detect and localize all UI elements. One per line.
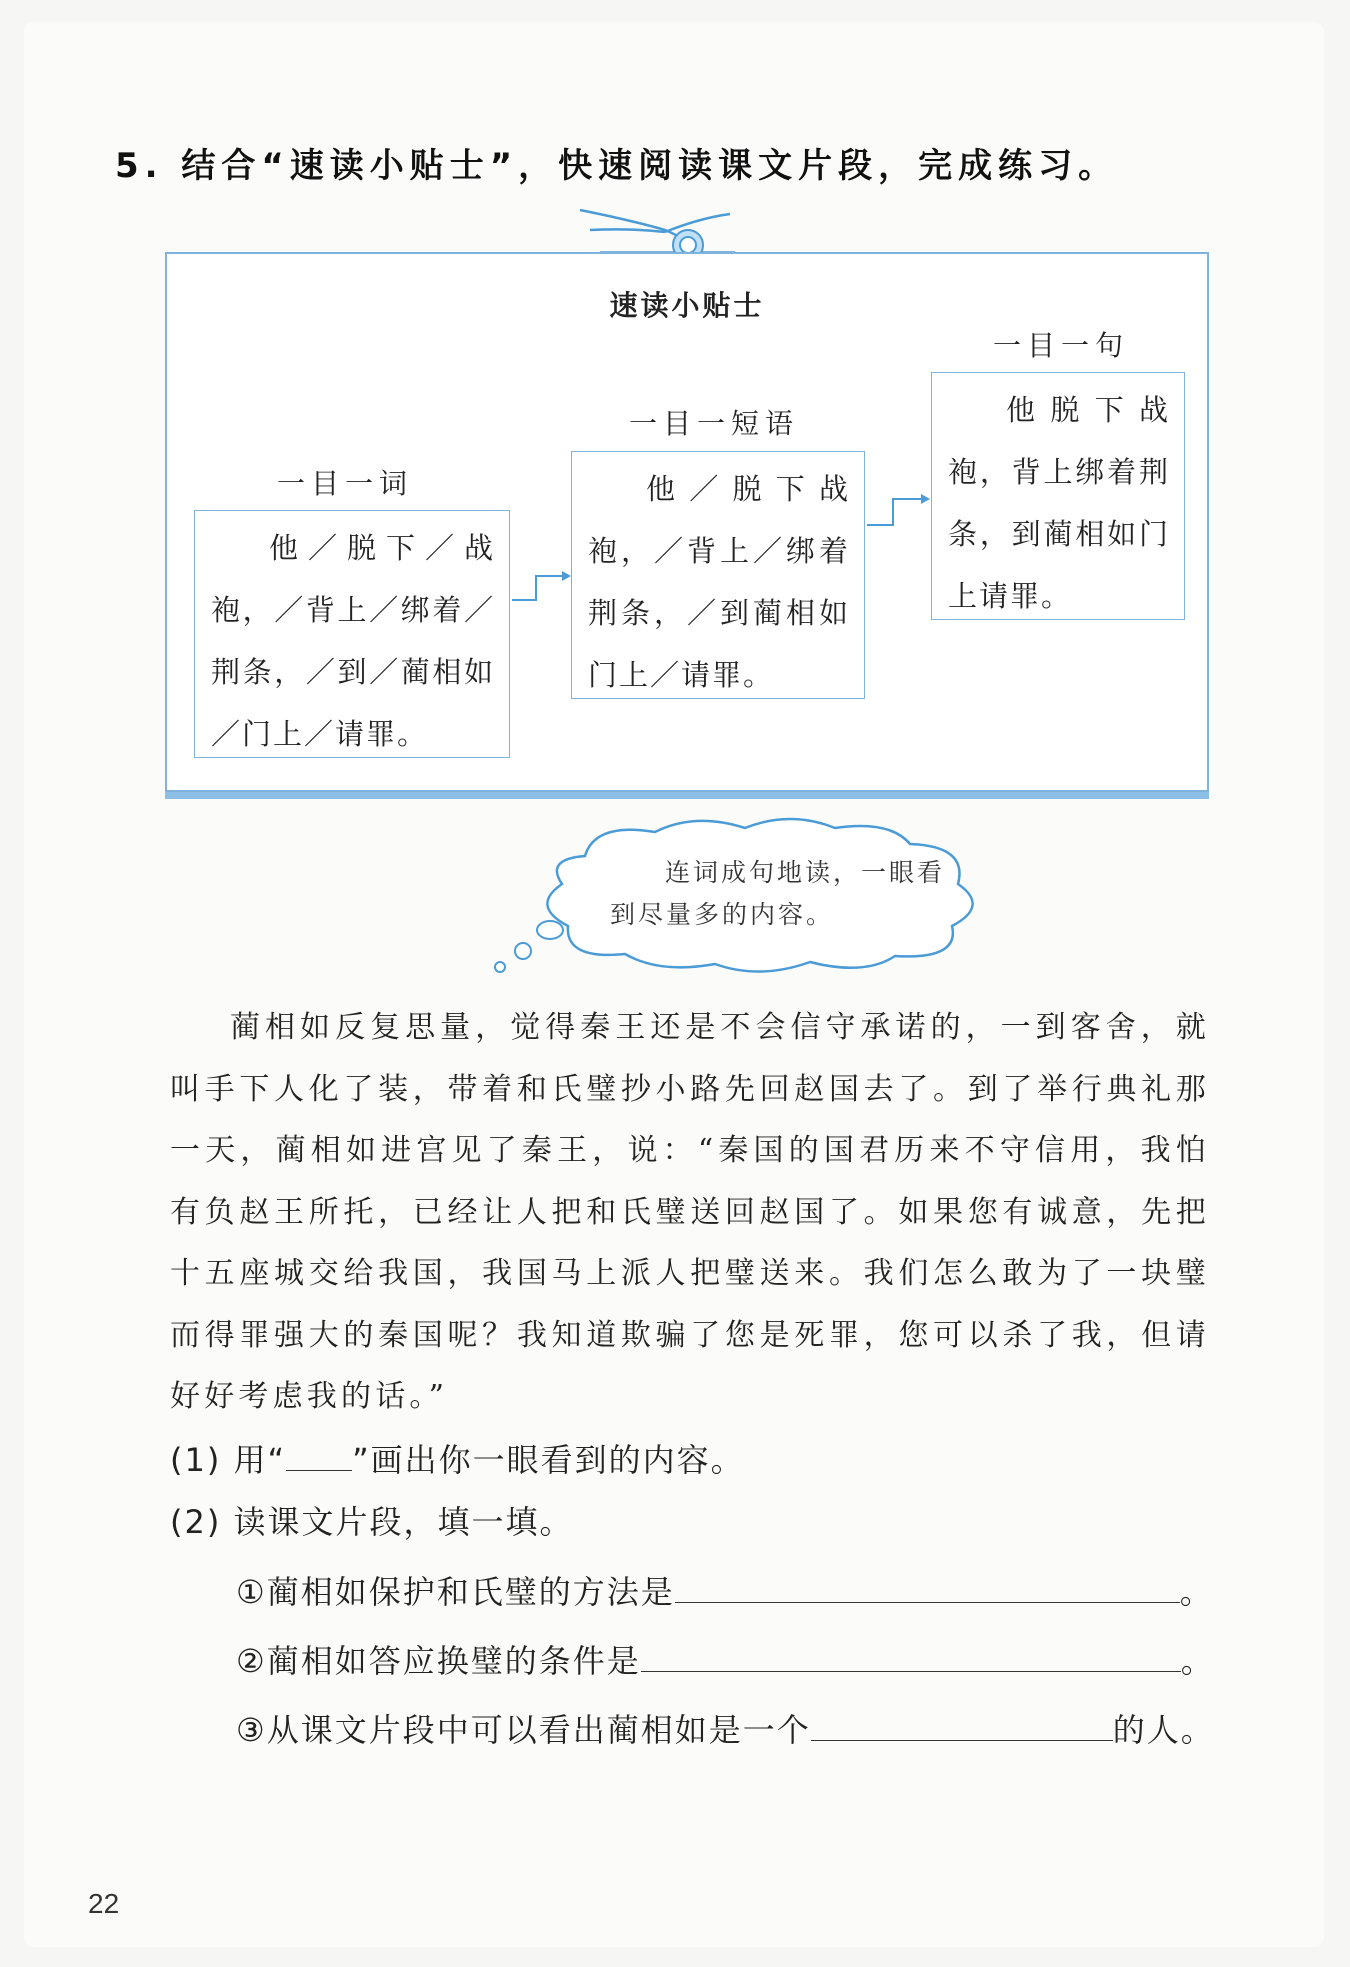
subquestion-2: (2) 读课文片段，填一填。 [170, 1503, 574, 1541]
subquestion-1 [170, 1435, 745, 1481]
level-box-sentence: 他脱下战袍，背上绑着荆条，到蔺相如门上请罪。 [931, 372, 1185, 620]
tips-title: 速读小贴士 [609, 289, 765, 322]
fill-item-2-suffix: 。 [1180, 1642, 1215, 1680]
question-title: 5. 结合“速读小贴士”，快速阅读课文片段，完成练习。 [115, 146, 1119, 186]
subquestion-1-prefix: (1) 用“ [170, 1441, 287, 1479]
fill-item-2-prefix: ②蔺相如答应换璧的条件是 [236, 1642, 641, 1680]
fill-item-3-suffix: 的人。 [1112, 1711, 1215, 1749]
level-label-word: 一目一词 [277, 467, 414, 500]
fill-item-3 [236, 1705, 1215, 1751]
level-label-sentence: 一目一句 [993, 329, 1130, 362]
fill-item-1-prefix: ①蔺相如保护和氏璧的方法是 [236, 1573, 675, 1611]
fill-item-2 [236, 1636, 1215, 1682]
level-label-phrase: 一目一短语 [629, 407, 800, 440]
level-box-phrase: 他／脱下战袍，／背上／绑着荆条，／到蔺相如门上／请罪。 [571, 451, 865, 699]
answer-blank-1[interactable] [675, 1602, 1180, 1603]
page-number: 22 [88, 1888, 120, 1919]
fill-item-1 [236, 1567, 1214, 1613]
bubble-text: 连词成句地读，一眼看到尽量多的内容。 [610, 858, 946, 929]
answer-blank-3[interactable] [811, 1740, 1113, 1741]
arrow-icon [510, 564, 572, 604]
subquestion-1-suffix: ”画出你一眼看到的内容。 [352, 1441, 745, 1479]
text-passage: 蔺相如反复思量，觉得秦王还是不会信守承诺的，一到客舍，就叫手下人化了装，带着和氏璧抄小路先回赵国去了。到了举行典礼那一天，蔺相如进宫见了秦王，说：“秦国的国君历来不守信用，我怕有负赵王所托，已经让人把和氏璧送回赵国了。如果您有诚意，先把十五座城交给我国，我国马上派人把璧送来。我们怎么敢为了一块璧而得罪强大的秦国呢？我知道欺骗了您是死罪，您可以杀了我，但请好好考虑我的话。” [170, 1010, 1210, 1414]
arrow-icon [865, 489, 931, 529]
speed-reading-tips-card [165, 252, 1209, 792]
fill-item-3-prefix: ③从课文片段中可以看出蔺相如是一个 [236, 1711, 811, 1749]
underline-sample [286, 1470, 352, 1471]
fill-item-1-suffix: 。 [1179, 1573, 1214, 1611]
level-box-word: 他／脱下／战袍，／背上／绑着／荆条，／到／蔺相如／门上／请罪。 [194, 510, 510, 758]
answer-blank-2[interactable] [641, 1671, 1181, 1672]
